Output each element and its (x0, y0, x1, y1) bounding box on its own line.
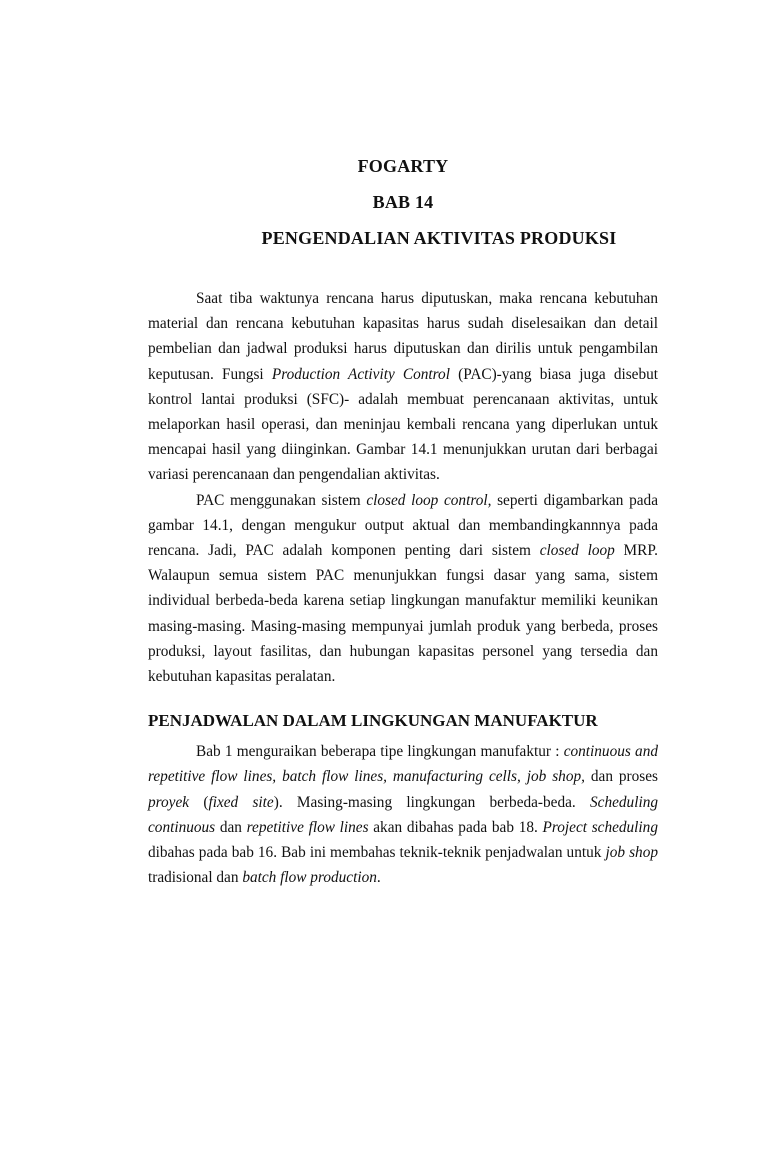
paragraph-text: MRP. Walaupun semua sistem PAC menunjukkan fungsi dasar yang sama, sistem individual berbeda-beda karena setiap lingkungan manufaktur memiliki keunikan masing-masing. Masing-masing mempunyai jumlah produk yang berbeda, proses produksi, layout fasilitas, dan hubungan kapasitas personel yang tersedia dan kebutuhan kapasitas peralatan. (148, 542, 658, 686)
paragraph-text: Saat tiba waktunya rencana harus diputuskan, maka rencana kebutuhan material dan rencana kebutuhan kapasitas harus sudah diselesaikan dan detail pembelian dan jadwal produksi harus diputuskan dan dirilis untuk pengambilan keputusan. Fungsi (148, 290, 658, 383)
italic-term: closed loop control, (366, 491, 492, 509)
paragraph-text: . (376, 869, 381, 887)
title-block (148, 148, 658, 256)
paragraph-intro (148, 286, 658, 488)
chapter-heading: BAB 14 (372, 192, 434, 212)
section-heading: PENJADWALAN DALAM LINGKUNGAN MANUFAKTUR (148, 711, 598, 731)
paragraph-text: dan (215, 818, 247, 836)
italic-term: closed loop (539, 542, 615, 560)
document-page (0, 148, 768, 1172)
italic-term: batch flow production (242, 869, 377, 887)
author-heading: FOGARTY (357, 156, 449, 176)
paragraph-text: tradisional dan (148, 869, 243, 887)
paragraph-text: dan proses (584, 768, 658, 786)
italic-term: proyek (148, 793, 190, 811)
paragraph-text: (PAC)-yang biasa juga disebut kontrol lantai produksi (SFC)- adalah membuat perencanaan aktivitas, untuk melaporkan hasil operasi, dan meninjau kembali rencana yang diperlukan untuk mencapai hasil yang diinginkan. Gambar 14.1 menunjukkan urutan dari berbagai variasi perencanaan dan pengendalian aktivitas. (148, 365, 659, 484)
italic-term: fixed site (208, 793, 274, 811)
italic-term: Scheduling continuous (148, 793, 658, 836)
paragraph-scheduling (148, 739, 658, 890)
paragraph-text: Bab 1 menguraikan beberapa tipe lingkungan manufaktur : (196, 743, 564, 761)
paragraph-text: akan dibahas pada bab 18. (368, 818, 543, 836)
italic-term: job shop (605, 844, 658, 862)
chapter-title: PENGENDALIAN AKTIVITAS PRODUKSI (261, 228, 617, 248)
paragraph-text: PAC menggunakan sistem (196, 491, 367, 509)
paragraph-text: dibahas pada bab 16. Bab ini membahas teknik-teknik penjadwalan untuk (148, 844, 606, 862)
italic-term: Project scheduling (542, 818, 658, 836)
paragraph-text: ). Masing-masing lingkungan berbeda-beda. (273, 793, 591, 811)
italic-term: repetitive flow lines (246, 818, 369, 836)
italic-term: Production Activity Control (271, 365, 450, 383)
paragraph-text: seperti digambarkan pada gambar 14.1, dengan mengukur output aktual dan membandingkannnya pada rencana. Jadi, PAC adalah komponen penting dari sistem (148, 491, 658, 560)
body-text (148, 286, 658, 890)
italic-term: continuous and repetitive flow lines, batch flow lines, manufacturing cells, job shop, (148, 743, 658, 786)
paragraph-text: ( (189, 793, 209, 811)
paragraph-pac (148, 488, 658, 690)
